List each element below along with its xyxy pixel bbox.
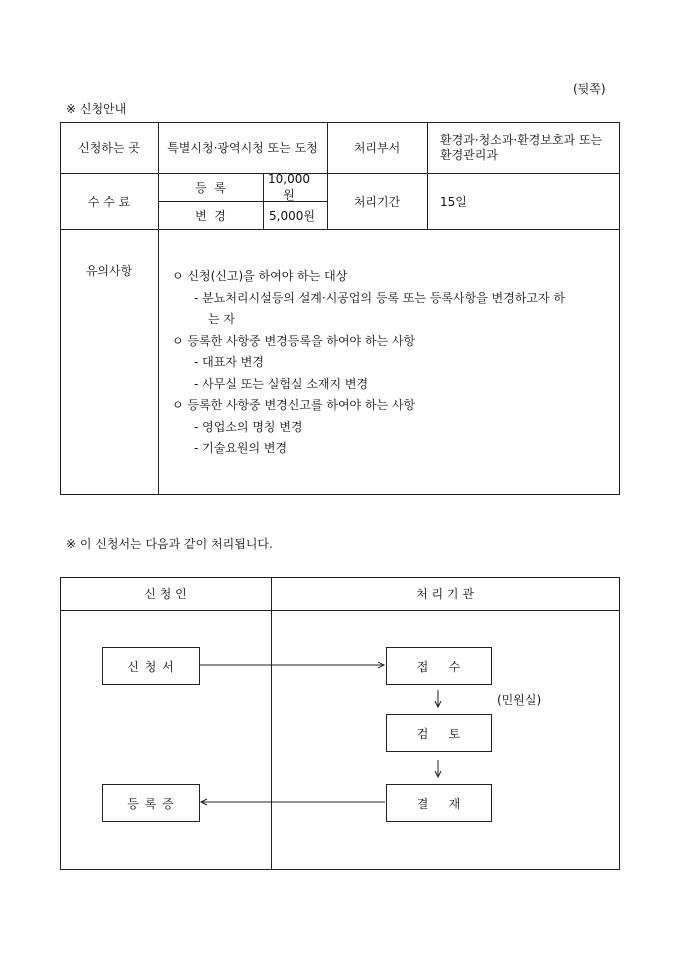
note-item: - 영업소의 명칭 변경 xyxy=(194,419,303,434)
arrow-down-icon xyxy=(435,760,441,777)
fee-amount-register: 10,000원 xyxy=(268,171,310,202)
fee-type-register: 등 록 xyxy=(195,180,226,195)
column-applicant: 신 청 인 xyxy=(144,587,187,601)
dept-label: 처리부서 xyxy=(353,141,401,155)
step-receipt: 접 수 xyxy=(386,647,492,685)
period-label: 처리기간 xyxy=(353,194,401,209)
step-review: 검 토 xyxy=(386,714,492,752)
where-value: 특별시청·광역시청 또는 도청 xyxy=(167,141,318,155)
note-item: - 대표자 변경 xyxy=(194,355,264,369)
where-label: 신청하는 곳 xyxy=(78,141,140,155)
arrow-down-icon xyxy=(435,690,441,707)
fee-label: 수 수 료 xyxy=(87,194,131,209)
section-title-process: ※ 이 신청서는 다음과 같이 처리됩니다. xyxy=(66,537,273,551)
note-item: - 기술요원의 변경 xyxy=(194,441,288,455)
period-value: 15일 xyxy=(440,194,467,209)
fee-type-change: 변 경 xyxy=(195,208,226,223)
step-approval: 결 재 xyxy=(386,784,492,822)
note-item: - 사무실 또는 실험실 소재지 변경 xyxy=(194,376,369,391)
step-application: 신 청 서 xyxy=(102,647,200,685)
section-title-guide: ※ 신청안내 xyxy=(66,102,127,116)
note-heading: ㅇ 등록한 사항중 변경신고를 하여야 하는 사항 xyxy=(172,398,416,412)
receipt-note: (민원실) xyxy=(497,693,542,707)
notes-label: 유의사항 xyxy=(85,264,133,278)
arrow-right-icon xyxy=(199,662,384,668)
dept-value: 환경과·청소과·환경보호과 또는 환경관리과 xyxy=(440,132,603,162)
note-item-continued: 는 자 xyxy=(208,312,235,326)
step-certificate: 등 록 증 xyxy=(102,784,200,822)
fee-amount-change: 5,000원 xyxy=(269,208,315,223)
page-label: (뒷쪽) xyxy=(573,82,606,96)
note-heading: ㅇ 신청(신고)을 하여야 하는 대상 xyxy=(172,269,348,283)
arrow-left-icon xyxy=(201,799,385,805)
column-agency: 처 리 기 관 xyxy=(416,587,474,601)
note-heading: ㅇ 등록한 사항중 변경등록을 하여야 하는 사항 xyxy=(172,333,416,348)
note-item: - 분뇨처리시설등의 설계·시공업의 등록 또는 등록사항을 변경하고자 하 xyxy=(194,290,566,305)
